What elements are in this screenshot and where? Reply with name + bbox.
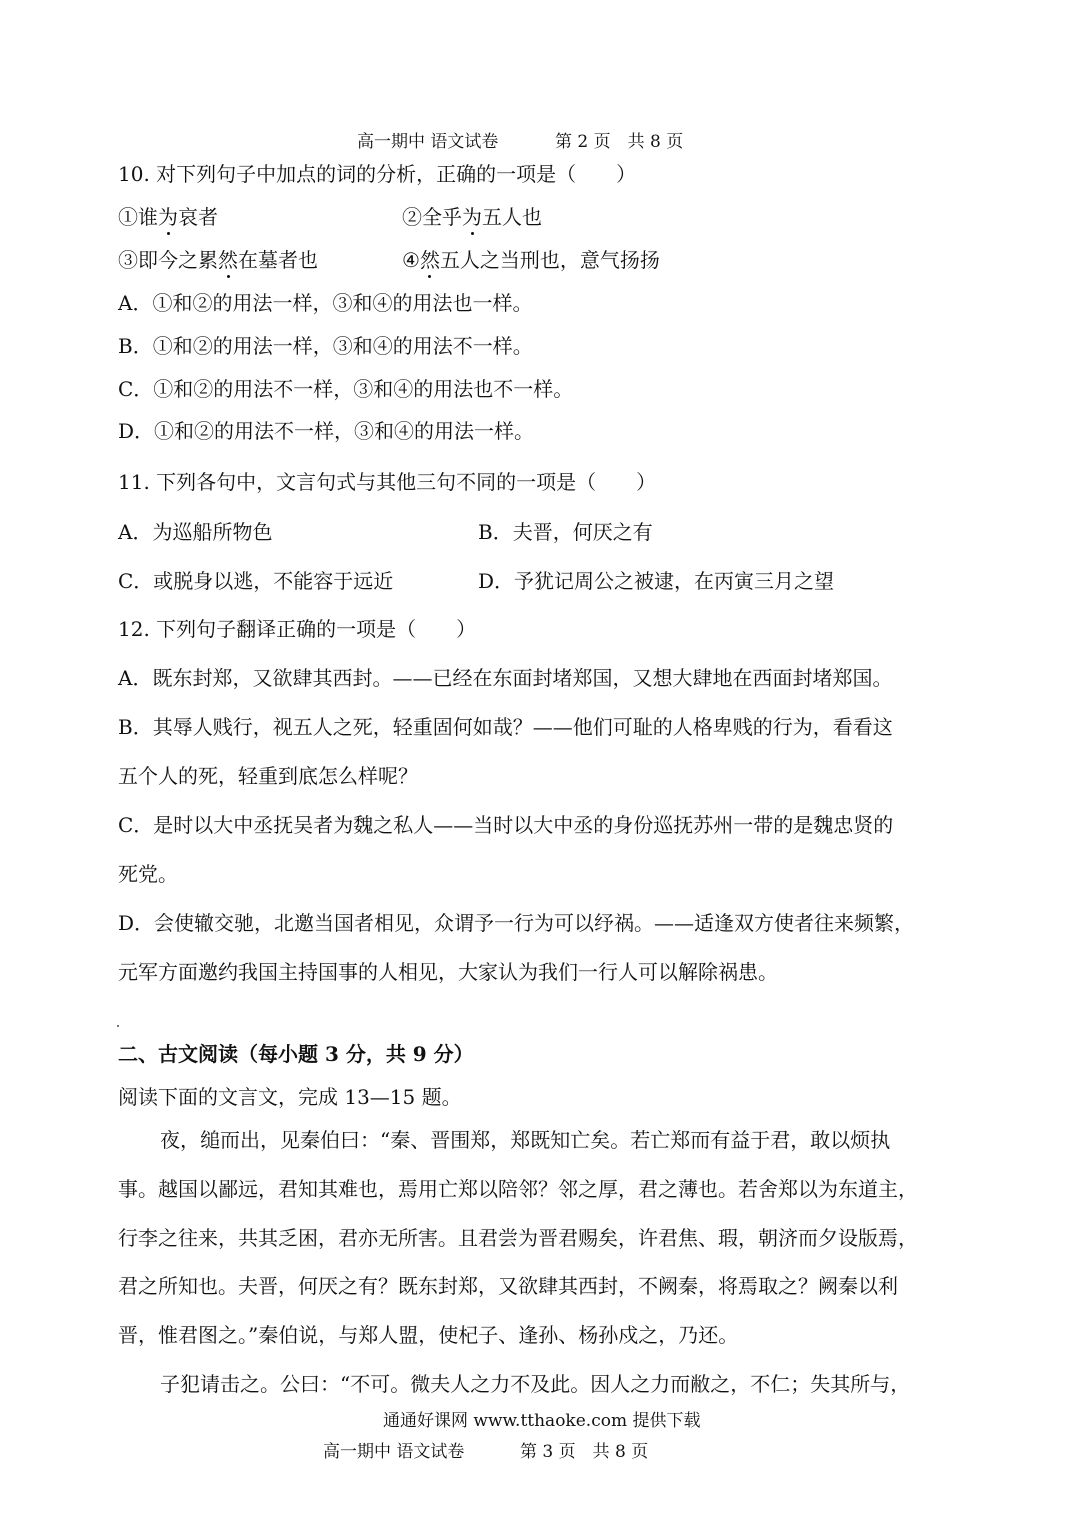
q10-option-b: B．①和②的用法一样，③和④的用法不一样。 xyxy=(118,334,533,358)
q11-option-c: C．或脱身以逃，不能容于远近 xyxy=(118,569,394,593)
q10-stem: 10. 对下列句子中加点的词的分析，正确的一项是（ ） xyxy=(118,162,637,186)
passage-p1-line4: 君之所知也。夫晋，何厌之有？既东封郑，又欲肆其西封，不阙秦，将焉取之？阙秦以利 xyxy=(118,1274,898,1298)
q11-option-a: A．为巡船所物色 xyxy=(118,520,273,544)
footer-title: 高一期中 语文试卷 xyxy=(323,1442,465,1462)
footer-page-info: 第 3 页 共 8 页 xyxy=(520,1442,649,1462)
passage-p1-line1: 夜，缒而出，见秦伯曰：“秦、晋围郑，郑既知亡矣。若亡郑而有益于君，敢以烦执 xyxy=(160,1128,891,1152)
emphasis-dot-char: 为 xyxy=(158,205,178,229)
section-2-instruction: 阅读下面的文言文，完成 13—15 题。 xyxy=(118,1085,462,1109)
q12-option-c-line1: C．是时以大中丞抚吴者为魏之私人——当时以大中丞的身份巡抚苏州一带的是魏忠贤的 xyxy=(118,813,894,837)
emphasis-dot-char: 然 xyxy=(419,248,440,272)
page-header-title: 高一期中 语文试卷 xyxy=(357,132,499,152)
q11-option-d: D．予犹记周公之被逮，在丙寅三月之望 xyxy=(478,569,835,593)
emphasis-dot-char: 然 xyxy=(218,248,238,272)
scan-mark xyxy=(117,1025,119,1027)
page-header-page-info: 第 2 页 共 8 页 xyxy=(555,132,684,152)
q11-option-b: B．夫晋，何厌之有 xyxy=(478,520,653,544)
q10-sentence-4: ④然五人之当刑也，意气扬扬 xyxy=(402,248,660,272)
q10-option-d: D．①和②的用法不一样，③和④的用法一样。 xyxy=(118,419,535,443)
q10-option-c: C．①和②的用法不一样，③和④的用法也不一样。 xyxy=(118,377,574,401)
passage-p2-line1: 子犯请击之。公曰：“不可。微夫人之力不及此。因人之力而敝之，不仁；失其所与， xyxy=(160,1372,911,1396)
q10-sentence-1: ①谁为哀者 xyxy=(118,205,218,229)
emphasis-dot-char: 为 xyxy=(462,205,482,229)
footer-site: 通通好课网 www.tthaoke.com 提供下载 xyxy=(383,1411,701,1431)
passage-p1-line5: 晋，惟君图之。”秦伯说，与郑人盟，使杞子、逢孙、杨孙戍之，乃还。 xyxy=(118,1323,739,1347)
section-2-heading: 二、古文阅读（每小题 3 分，共 9 分） xyxy=(118,1042,474,1066)
q12-option-c-line2: 死党。 xyxy=(118,862,178,886)
q12-option-a: A．既东封郑，又欲肆其西封。——已经在东面封堵郑国，又想大肆地在西面封堵郑国。 xyxy=(118,666,893,690)
q12-option-d-line2: 元军方面邀约我国主持国事的人相见，大家认为我们一行人可以解除祸患。 xyxy=(118,960,778,984)
q10-sentence-3: ③即今之累然在墓者也 xyxy=(118,248,318,272)
q12-option-d-line1: D．会使辙交驰，北邀当国者相见，众谓予一行为可以纾祸。——适逢双方使者往来频繁， xyxy=(118,911,915,935)
q10-sentence-2: ②全乎为五人也 xyxy=(402,205,542,229)
q10-option-a: A．①和②的用法一样，③和④的用法也一样。 xyxy=(118,291,533,315)
passage-p1-line3: 行李之往来，共其乏困，君亦无所害。且君尝为晋君赐矣，许君焦、瑕，朝济而夕设版焉， xyxy=(118,1226,918,1250)
q12-option-b-line2: 五个人的死，轻重到底怎么样呢？ xyxy=(118,764,418,788)
q12-stem: 12. 下列句子翻译正确的一项是（ ） xyxy=(118,617,477,641)
passage-p1-line2: 事。越国以鄙远，君知其难也，焉用亡郑以陪邻？邻之厚，君之薄也。若舍郑以为东道主， xyxy=(118,1177,918,1201)
q12-option-b-line1: B．其辱人贱行，视五人之死，轻重固何如哉？——他们可耻的人格卑贱的行为，看看这 xyxy=(118,715,893,739)
q11-stem: 11. 下列各句中，文言句式与其他三句不同的一项是（ ） xyxy=(118,470,657,494)
